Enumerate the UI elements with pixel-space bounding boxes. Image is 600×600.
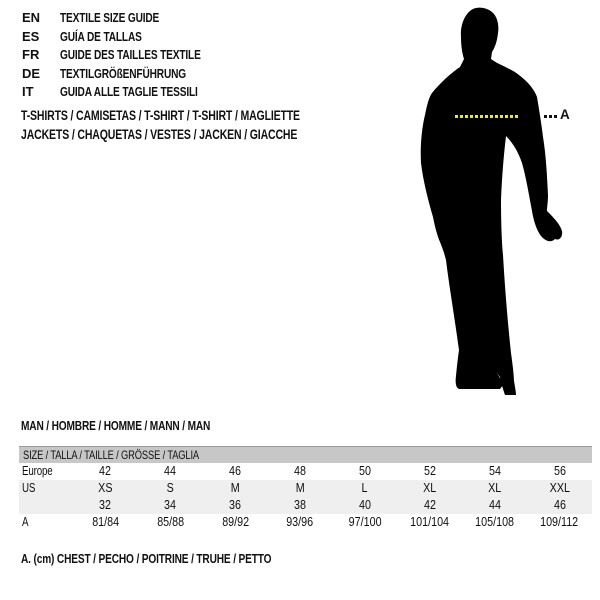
size-cell: XL bbox=[423, 481, 437, 495]
size-cell: 46 bbox=[229, 464, 242, 478]
table-row-chest-cm bbox=[19, 514, 592, 531]
measurement-note bbox=[21, 551, 342, 566]
size-cell: 34 bbox=[164, 498, 177, 512]
size-cell: 89/92 bbox=[221, 515, 249, 529]
size-cell: M bbox=[230, 481, 240, 495]
chest-measure-line-inner bbox=[455, 115, 518, 118]
size-cell: 48 bbox=[294, 464, 307, 478]
language-label: TEXTILE SIZE GUIDE bbox=[60, 10, 160, 25]
size-cell: 97/100 bbox=[348, 515, 382, 529]
language-code: FR bbox=[22, 47, 40, 62]
gender-label bbox=[21, 418, 264, 433]
language-label: GUÍA DE TALLAS bbox=[60, 28, 142, 44]
size-table-header-text: SIZE / TALLA / TAILLE / GRÖSSE / TAGLIA bbox=[23, 448, 199, 462]
size-cell: 109/112 bbox=[540, 515, 579, 529]
category-line-tshirts: T-SHIRTS / CAMISETAS / T-SHIRT / T-SHIRT / MAGLIETTE bbox=[21, 108, 300, 123]
size-cell: XL bbox=[488, 481, 502, 495]
language-label: GUIDA ALLE TAGLIE TESSILI bbox=[60, 84, 198, 99]
size-cell: M bbox=[295, 481, 305, 495]
category-line-jackets: JACKETS / CHAQUETAS / VESTES / JACKEN / GIACCHE bbox=[21, 126, 298, 142]
language-code: DE bbox=[22, 65, 41, 81]
language-label: GUIDE DES TAILLES TEXTILE bbox=[60, 47, 201, 62]
chest-measure-line-outer bbox=[544, 115, 559, 118]
language-code: IT bbox=[22, 84, 34, 99]
measurement-note-text: A. (cm) CHEST / PECHO / POITRINE / TRUHE / PETTO bbox=[21, 551, 272, 566]
row-label: A bbox=[22, 515, 29, 529]
size-cell: 101/104 bbox=[410, 515, 450, 529]
size-cell: 36 bbox=[229, 498, 242, 512]
man-silhouette bbox=[415, 5, 575, 397]
size-cell: 105/108 bbox=[475, 515, 515, 529]
size-cell: 44 bbox=[164, 464, 177, 478]
table-row-us bbox=[19, 480, 592, 497]
gender-label-text: MAN / HOMBRE / HOMME / MANN / MAN bbox=[21, 418, 211, 433]
size-cell: XXL bbox=[549, 481, 570, 495]
language-code: ES bbox=[22, 28, 40, 44]
table-row-us-numeric bbox=[19, 497, 592, 514]
size-cell: 40 bbox=[358, 498, 371, 512]
measure-label-a: A bbox=[560, 107, 570, 122]
size-cell: 42 bbox=[99, 464, 112, 478]
size-cell: 50 bbox=[358, 464, 371, 478]
size-table bbox=[19, 446, 592, 531]
size-cell: 93/96 bbox=[286, 515, 314, 529]
size-cell: 32 bbox=[99, 498, 112, 512]
size-cell: 56 bbox=[553, 464, 566, 478]
language-label: TEXTILGRÖßENFÜHRUNG bbox=[60, 65, 187, 81]
row-label bbox=[19, 497, 73, 514]
size-cell: S bbox=[166, 481, 174, 495]
size-cell: 38 bbox=[294, 498, 307, 512]
row-label: US bbox=[22, 481, 36, 495]
language-code: EN bbox=[22, 10, 41, 25]
size-cell: 85/88 bbox=[156, 515, 184, 529]
row-label: Europe bbox=[22, 464, 53, 478]
size-cell: L bbox=[361, 481, 368, 495]
size-table-header bbox=[19, 446, 592, 463]
size-cell: 44 bbox=[488, 498, 501, 512]
table-row-europe bbox=[19, 463, 592, 480]
size-cell: 54 bbox=[488, 464, 501, 478]
size-cell: 46 bbox=[553, 498, 566, 512]
size-cell: 52 bbox=[423, 464, 436, 478]
size-cell: 81/84 bbox=[91, 515, 119, 529]
size-cell: XS bbox=[98, 481, 113, 495]
size-cell: 42 bbox=[423, 498, 436, 512]
